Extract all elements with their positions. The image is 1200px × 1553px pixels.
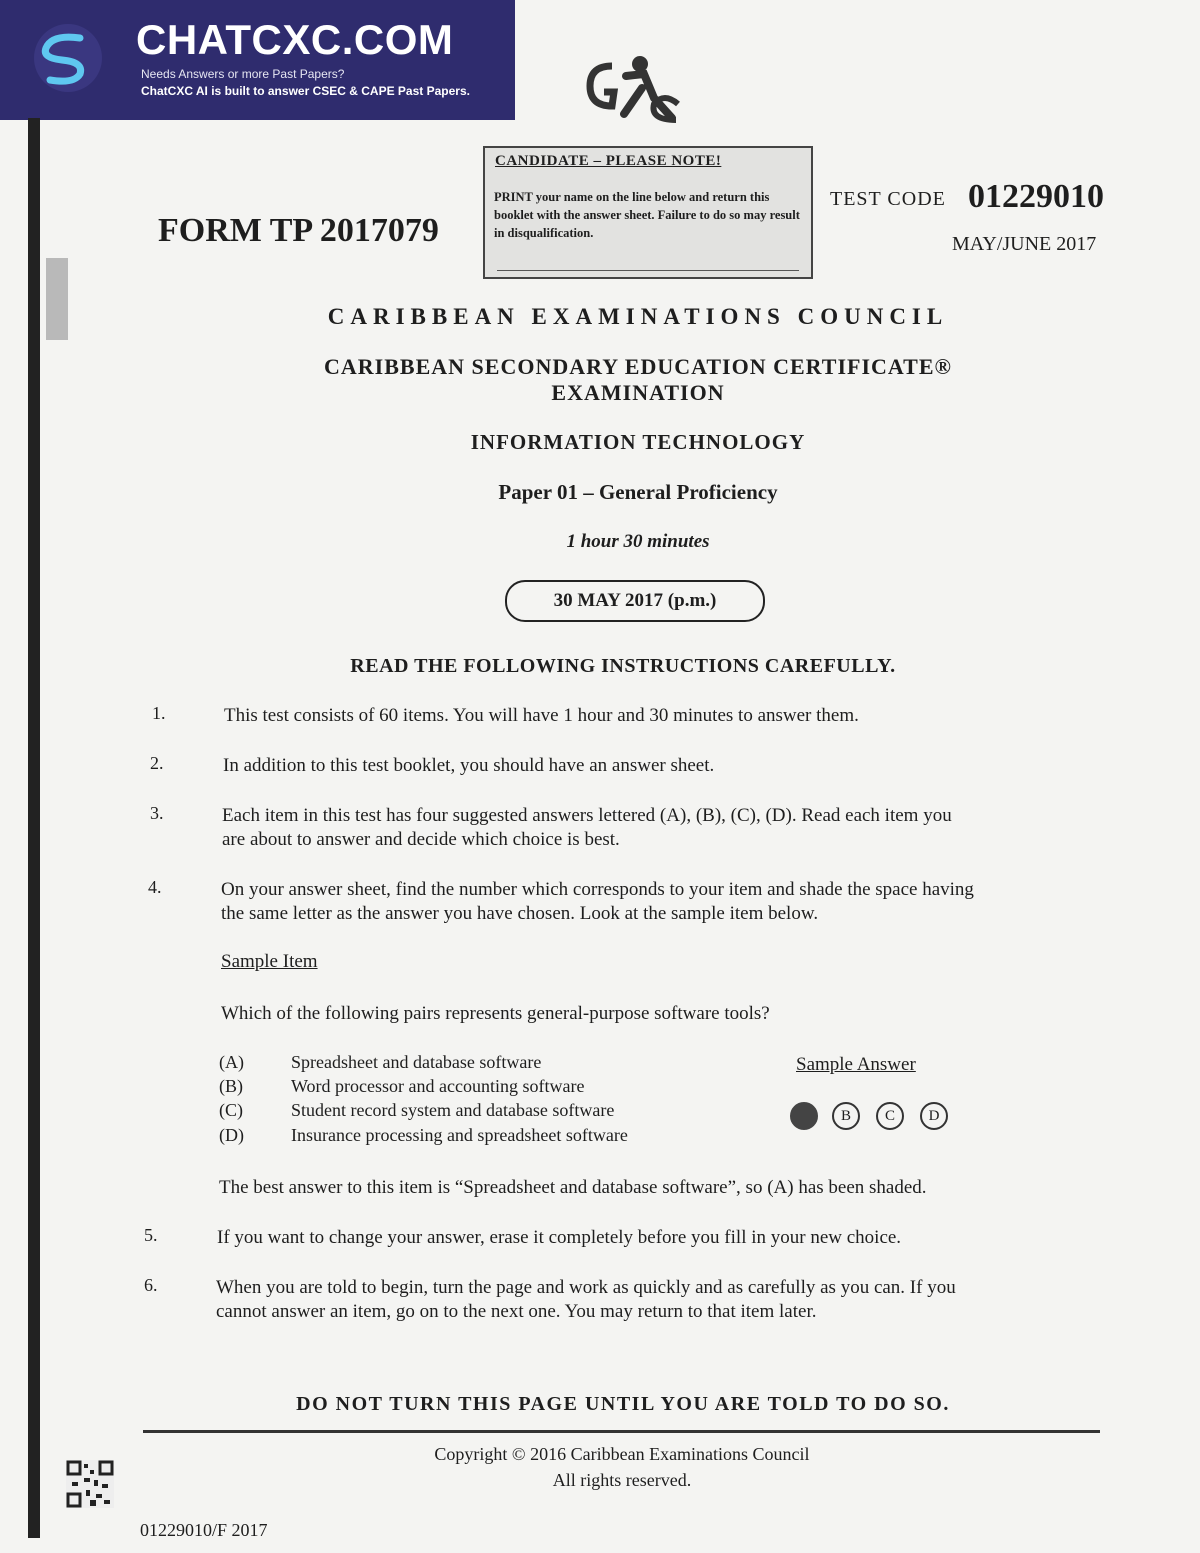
option-letter: (B) <box>219 1076 243 1096</box>
exam-duration: 1 hour 30 minutes <box>566 531 710 552</box>
option-text: Word processor and accounting software <box>291 1076 585 1096</box>
instruction-text: Each item in this test has four suggested answers lettered (A), (B), (C), (D). Read each item you <box>222 805 952 826</box>
instruction-number: 1. <box>152 703 166 723</box>
exam-session: MAY/JUNE 2017 <box>952 233 1097 255</box>
instructions-heading: READ THE FOLLOWING INSTRUCTIONS CAREFULLY. <box>350 655 896 677</box>
answer-bubble-a-shaded[interactable] <box>790 1102 818 1130</box>
subject-title: INFORMATION TECHNOLOGY <box>470 430 806 454</box>
instruction-number: 4. <box>148 877 162 897</box>
option-letter: (A) <box>219 1052 244 1072</box>
paper-title: Paper 01 – General Proficiency <box>498 480 778 504</box>
instruction-text: cannot answer an item, go on to the next one. You may return to that item later. <box>216 1301 817 1322</box>
instruction-text: When you are told to begin, turn the page and work as quickly and as carefully as you can. If you <box>216 1277 956 1298</box>
footer-divider <box>143 1430 1100 1433</box>
instruction-number: 5. <box>144 1225 158 1245</box>
chatcxc-logo-icon <box>22 22 114 94</box>
instruction-text: are about to answer and decide which choice is best. <box>222 829 620 850</box>
instruction-text: On your answer sheet, find the number which corresponds to your item and shade the space having <box>221 879 974 900</box>
cxc-logo-icon <box>580 52 685 124</box>
notice-heading: CANDIDATE – PLEASE NOTE! <box>495 153 722 169</box>
copyright-notice: Copyright © 2016 Caribbean Examinations Council <box>434 1444 810 1464</box>
certificate-title: CARIBBEAN SECONDARY EDUCATION CERTIFICATE® <box>324 354 952 379</box>
test-code-label: TEST CODE <box>830 188 946 210</box>
candidate-notice-box <box>483 146 813 279</box>
option-letter: (C) <box>219 1100 243 1120</box>
notice-body: PRINT your name on the line below and return this booklet with the answer sheet. Failure to do so may result in disqualification. <box>494 190 800 240</box>
answer-bubble-d[interactable]: D <box>920 1102 948 1130</box>
name-line[interactable] <box>497 270 799 271</box>
final-warning: DO NOT TURN THIS PAGE UNTIL YOU ARE TOLD TO DO SO. <box>296 1393 950 1415</box>
instruction-number: 3. <box>150 803 164 823</box>
sample-question: Which of the following pairs represents general-purpose software tools? <box>221 1003 770 1024</box>
instruction-number: 2. <box>150 753 164 773</box>
sample-item-heading: Sample Item <box>221 951 318 972</box>
banner-title: CHATCXC.COM <box>136 16 454 63</box>
answer-bubble-c[interactable]: C <box>876 1102 904 1130</box>
instruction-text: If you want to change your answer, erase it completely before you fill in your new choice. <box>217 1227 902 1248</box>
council-title: CARIBBEAN EXAMINATIONS COUNCIL <box>327 304 949 329</box>
instruction-text: This test consists of 60 items. You will have 1 hour and 30 minutes to answer them. <box>224 705 859 726</box>
option-letter: (D) <box>219 1125 244 1145</box>
sample-explanation: The best answer to this item is “Spreadsheet and database software”, so (A) has been shaded. <box>219 1177 927 1198</box>
binding-edge <box>28 118 40 1538</box>
footer-paper-code: 01229010/F 2017 <box>140 1520 268 1540</box>
option-text: Student record system and database software <box>291 1100 615 1120</box>
banner-subtagline: ChatCXC AI is built to answer CSEC & CAPE Past Papers. <box>141 84 470 98</box>
instruction-text: In addition to this test booklet, you should have an answer sheet. <box>223 755 715 776</box>
sample-answer-heading: Sample Answer <box>796 1054 916 1075</box>
banner-tagline: Needs Answers or more Past Papers? <box>141 67 345 81</box>
instruction-number: 6. <box>144 1275 158 1295</box>
rights-notice: All rights reserved. <box>552 1470 692 1490</box>
examination-title: EXAMINATION <box>551 380 725 405</box>
instruction-text: the same letter as the answer you have chosen. Look at the sample item below. <box>221 903 819 924</box>
answer-bubble-b[interactable]: B <box>832 1102 860 1130</box>
option-text: Spreadsheet and database software <box>291 1052 542 1072</box>
form-code: FORM TP 2017079 <box>158 212 439 249</box>
option-text: Insurance processing and spreadsheet software <box>291 1125 628 1145</box>
exam-date: 30 MAY 2017 (p.m.) <box>505 580 765 622</box>
test-code-value: 01229010 <box>968 178 1104 215</box>
